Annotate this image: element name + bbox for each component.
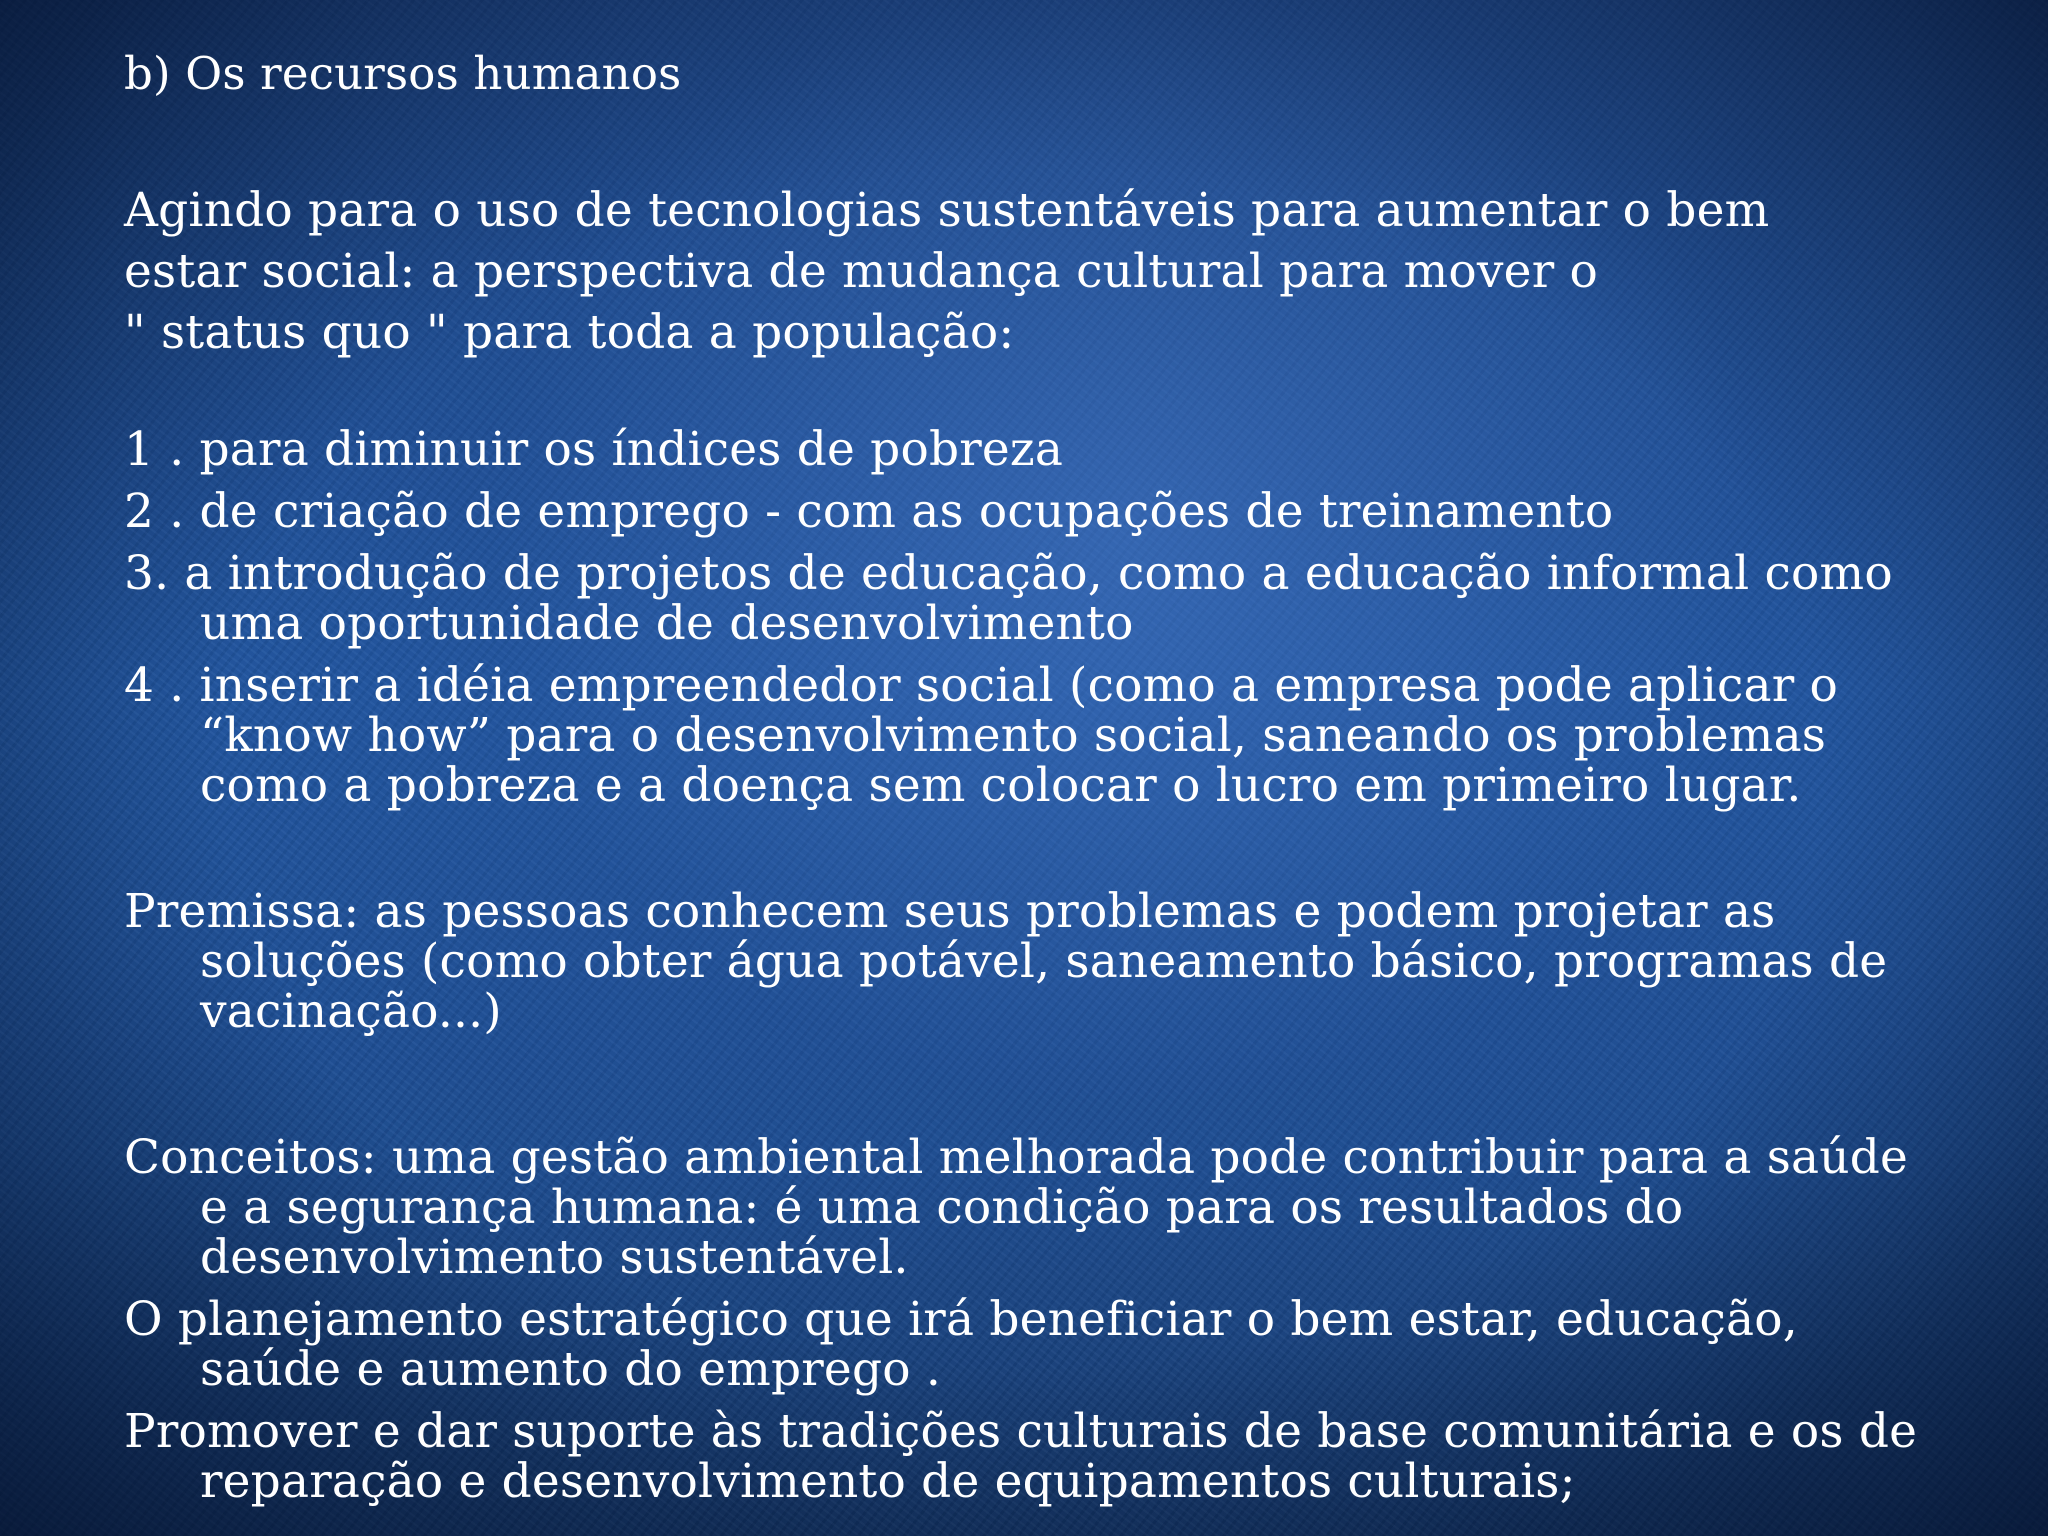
list-item: 3. a introdução de projetos de educação, como a educação informal como uma oportunidade de desenvolvimento	[124, 546, 1893, 651]
numbered-list	[124, 422, 1944, 813]
planejamento-paragraph: O planejamento estratégico que irá beneficiar o bem estar, educação, saúde e aumento do emprego .	[124, 1292, 1798, 1397]
premissa-paragraph: Premissa: as pessoas conhecem seus problemas e podem projetar as soluções (como obter água potável, saneamento básico, programas de vacinação...)	[124, 884, 1888, 1039]
list-item: 4 . inserir a idéia empreendedor social (como a empresa pode aplicar o “know how” para o desenvolvimento social, saneando os problemas como a pobreza e a doença sem colocar o lucro em primeiro lugar.	[124, 658, 1839, 813]
list-item: 1 . para diminuir os índices de pobreza	[124, 422, 1064, 477]
intro-line: estar social: a perspectiva de mudança cultural para mover o	[124, 244, 1599, 299]
conceitos-paragraph: Conceitos: uma gestão ambiental melhorada pode contribuir para a saúde e a segurança humana: é uma condição para os resultados do desenvolvimento sustentável.	[124, 1130, 1909, 1285]
intro-paragraph	[124, 180, 1944, 363]
promover-paragraph: Promover e dar suporte às tradições culturais de base comunitária e os de reparação e desenvolvimento de equipamentos culturais;	[124, 1404, 1918, 1509]
intro-line: " status quo " para toda a população:	[124, 305, 1015, 360]
slide-content	[124, 44, 1944, 1519]
slide-heading: b) Os recursos humanos	[124, 47, 682, 100]
list-item: 2 . de criação de emprego - com as ocupações de treinamento	[124, 484, 1614, 539]
intro-line: Agindo para o uso de tecnologias sustentáveis para aumentar o bem	[124, 183, 1770, 238]
